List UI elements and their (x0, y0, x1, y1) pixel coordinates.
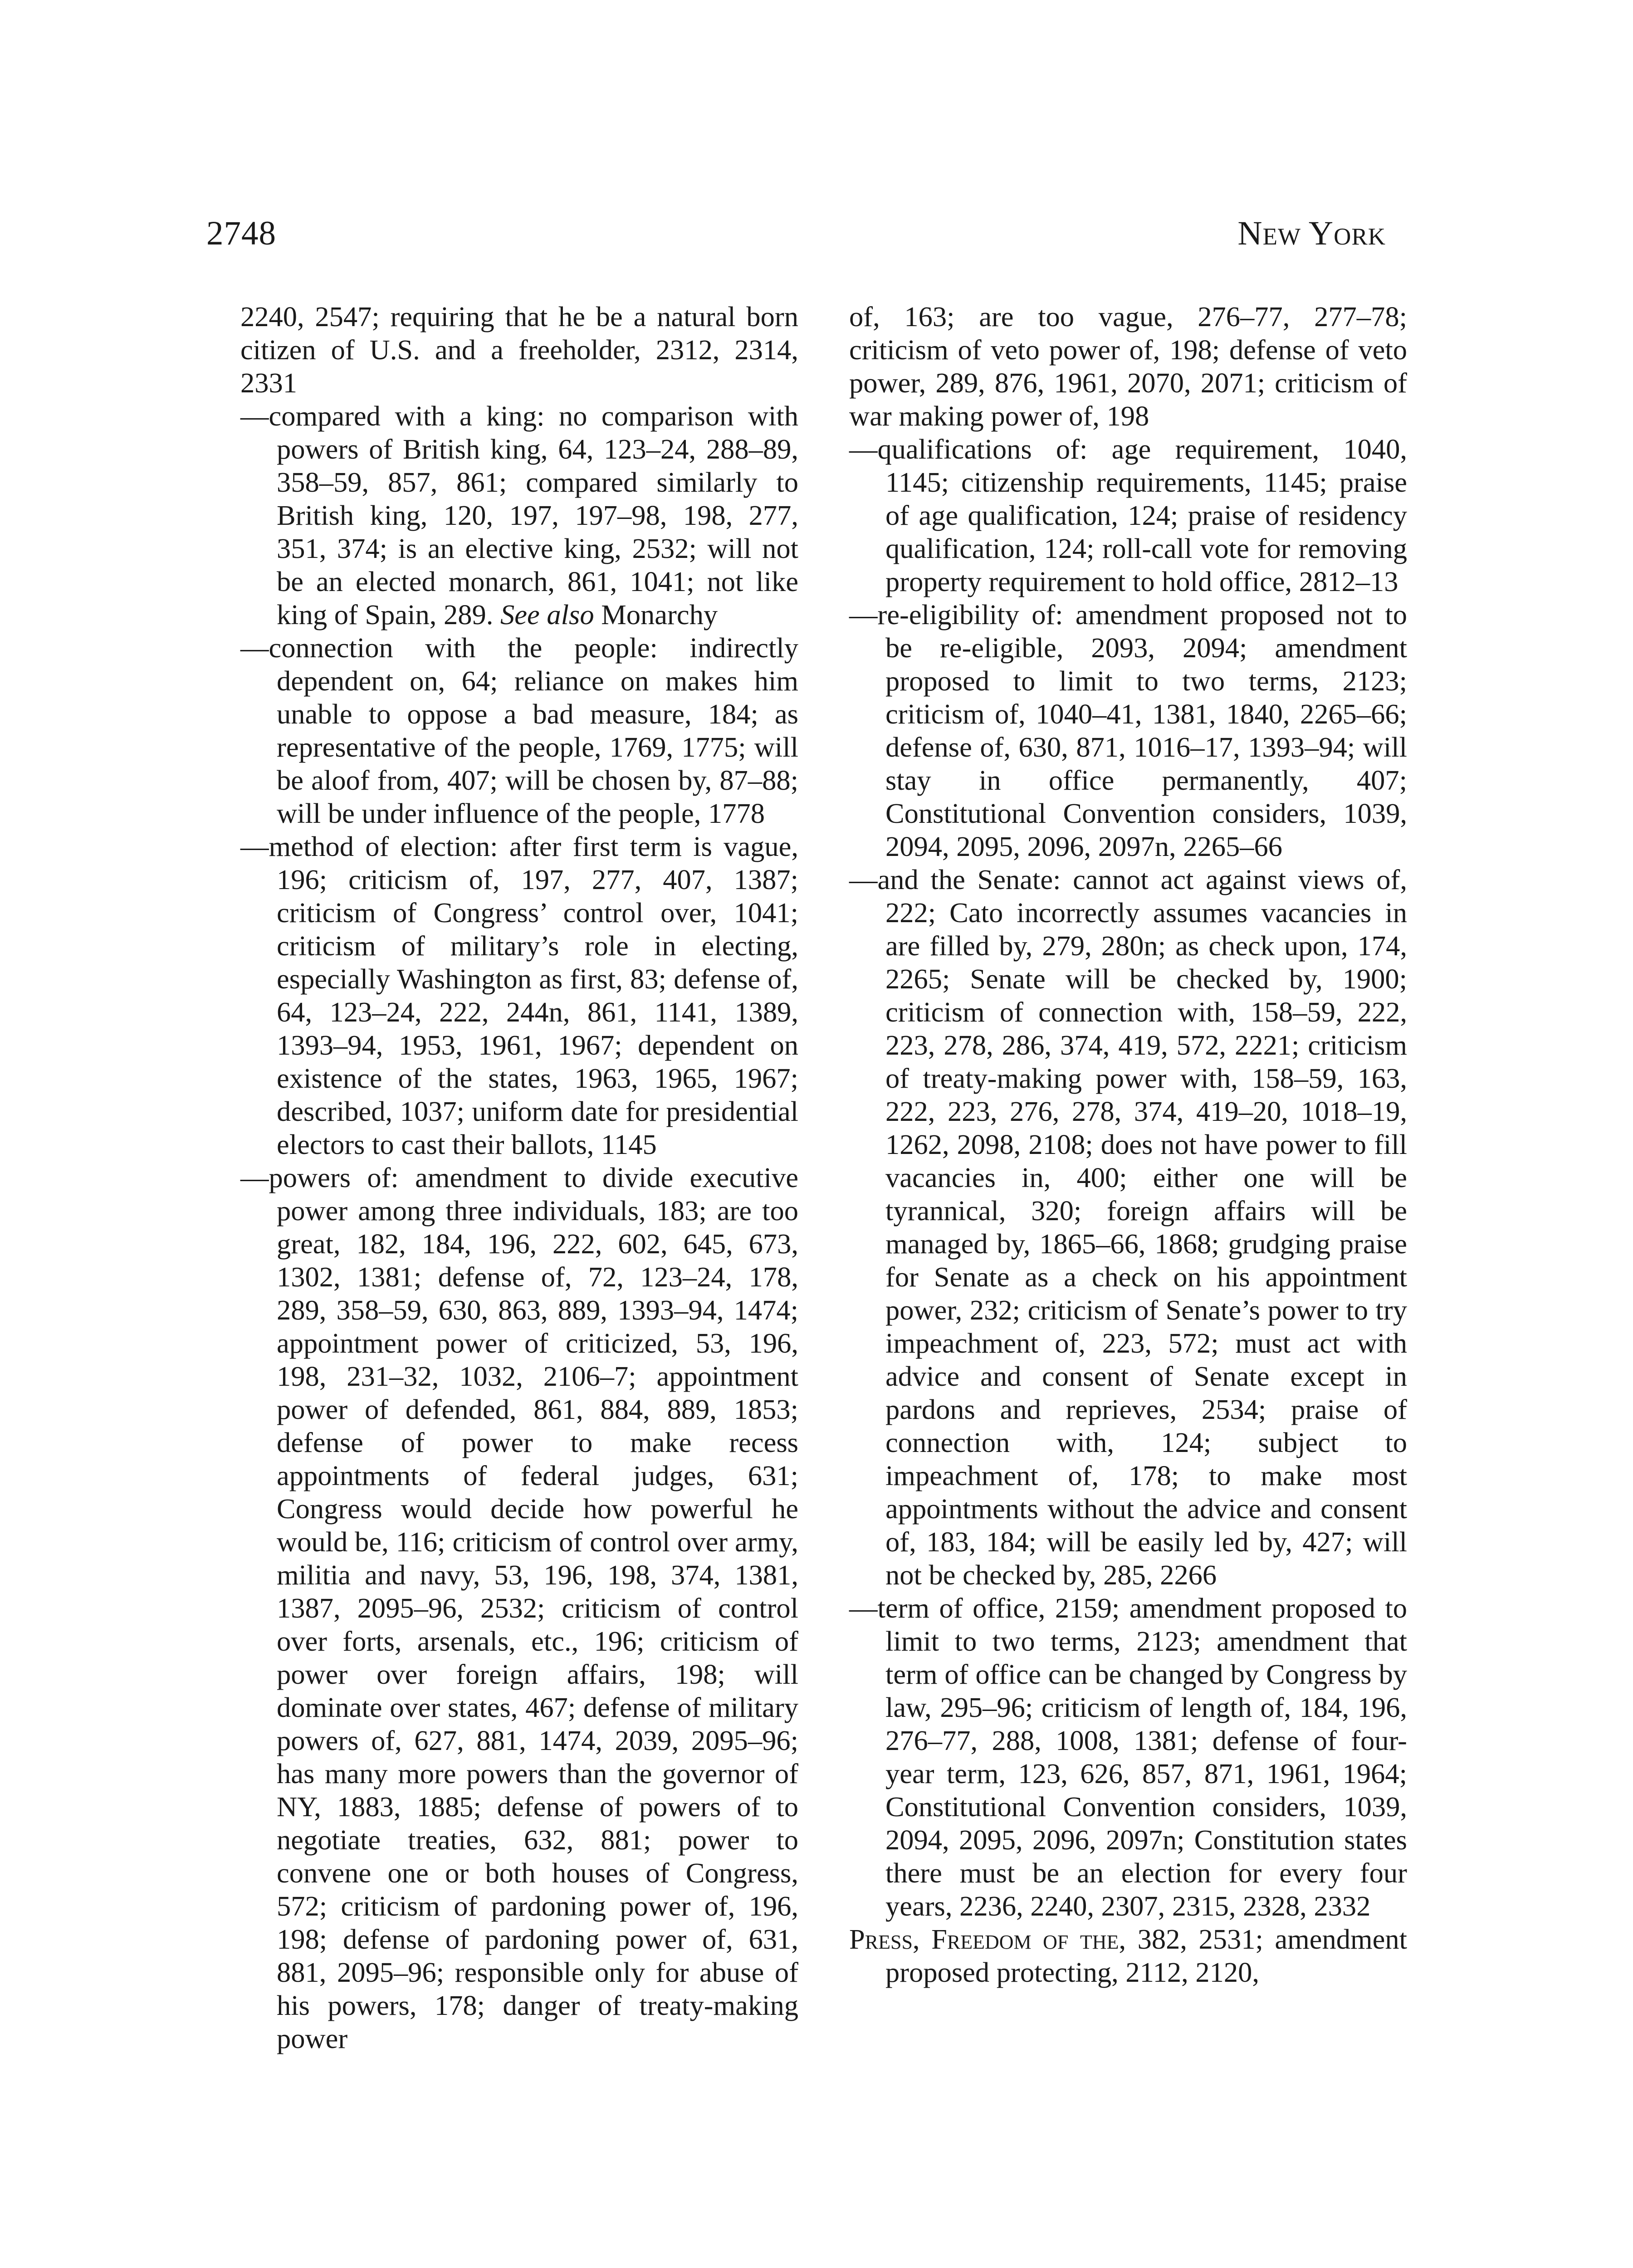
running-head: New York (1237, 215, 1386, 252)
index-entry-method-of-election: —method of election: after first term is vague, 196; criticism of, 197, 277, 407, 1387; criticism of Congress’ control over, 1041; criticism of military’s role in electing, especially Washington as first, 83; defense of, 64, 123–24, 222, 244n, 861, 1141, 1389, 1393–94, 1953, 1961, 1967; dependent on existence of the states, 1963, 1965, 1967; described, 1037; uniform date for presidential electors to cast their ballots, 1145 (240, 831, 798, 1160)
left-column (240, 300, 798, 2055)
entry-heading: Press, Freedom of the, (849, 1923, 1126, 1955)
index-entry-connection-with-people: —connection with the people: indirectly dependent on, 64; reliance on makes him unable to oppose a bad measure, 184; as representative of the people, 1769, 1775; will be aloof from, 407; will be chosen by, 87–88; will be under influence of the people, 1778 (240, 632, 798, 829)
index-entry-re-eligibility: —re-eligibility of: amendment proposed not to be re-eligible, 2093, 2094; amendment proposed to limit to two terms, 2123; criticism of, 1040–41, 1381, 1840, 2265–66; defense of, 630, 871, 1016–17, 1393–94; will stay in office permanently, 407; Constitutional Convention considers, 1039, 2094, 2095, 2096, 2097n, 2265–66 (849, 599, 1407, 862)
see-also-label: See also (500, 599, 594, 631)
index-entry-term-of-office: —term of office, 2159; amendment proposed to limit to two terms, 2123; amendment that term of office can be changed by Congress by law, 295–96; criticism of length of, 184, 196, 276–77, 288, 1008, 1381; defense of four-year term, 123, 626, 857, 871, 1961, 1964; Constitutional Convention considers, 1039, 2094, 2095, 2096, 2097n; Constitution states there must be an election for every four years, 2236, 2240, 2307, 2315, 2328, 2332 (849, 1592, 1407, 1922)
index-entry-powers-of: —powers of: amendment to divide executive power among three individuals, 183; are too great, 182, 184, 196, 222, 602, 645, 673, 1302, 1381; defense of, 72, 123–24, 178, 289, 358–59, 630, 863, 889, 1393–94, 1474; appointment power of criticized, 53, 196, 198, 231–32, 1032, 2106–7; appointment power of defended, 861, 884, 889, 1853; defense of power to make recess appointments of federal judges, 631; Congress would decide how powerful he would be, 116; criticism of control over army, militia and navy, 53, 196, 198, 374, 1381, 1387, 2095–96, 2532; criticism of control over forts, arsenals, etc., 196; criticism of power over foreign affairs, 198; will dominate over states, 467; defense of military powers of, 627, 881, 1474, 2039, 2095–96; has many more powers than the governor of NY, 1883, 1885; defense of powers of to negotiate treaties, 632, 881; power to convene one or both houses of Congress, 572; criticism of pardoning power of, 196, 198; defense of pardoning power of, 631, 881, 2095–96; responsible only for abuse of his powers, 178; danger of treaty-making power (240, 1162, 798, 2054)
cross-reference: Monarchy (601, 599, 718, 631)
index-entry-continuation: 2240, 2547; requiring that he be a natural born citizen of U.S. and a freeholder, 2312, 2314, 2331 (240, 301, 798, 399)
index-entry-and-the-senate: —and the Senate: cannot act against views of, 222; Cato incorrectly assumes vacancies in are filled by, 279, 280n; as check upon, 174, 2265; Senate will be checked by, 1900; criticism of connection with, 158–59, 222, 223, 278, 286, 374, 419, 572, 2221; criticism of treaty-making power with, 158–59, 163, 222, 223, 276, 278, 374, 419–20, 1018–19, 1262, 2098, 2108; does not have power to fill vacancies in, 400; either one will be tyrannical, 320; foreign affairs will be managed by, 1865–66, 1868; grudging praise for Senate as a check on his appointment power, 232; criticism of Senate’s power to try impeachment of, 223, 572; must act with advice and consent of Senate except in pardons and reprieves, 2534; praise of connection with, 124; subject to impeachment of, 178; to make most appointments without the advice and consent of, 183, 184; will be easily led by, 427; will not be checked by, 285, 2266 (849, 864, 1407, 1591)
entry-text: 382, 2531; amendment proposed protecting, 2112, 2120, (885, 1923, 1407, 1988)
index-entry-qualifications: —qualifications of: age requirement, 1040, 1145; citizenship requirements, 1145; praise of age qualification, 124; praise of residency qualification, 124; roll-call vote for removing property requirement to hold office, 2812–13 (849, 433, 1407, 597)
index-entry-compared-with-king (240, 400, 798, 631)
entry-text: —compared with a king: no comparison with powers of British king, 64, 123–24, 288–89, 358–59, 857, 861; compared similarly to British king, 120, 197, 197–98, 198, 277, 351, 374; is an elective king, 2532; will not be an elected monarch, 861, 1041; not like king of Spain, 289. (240, 400, 798, 631)
right-column (849, 300, 1407, 1989)
index-entry-continuation: of, 163; are too vague, 276–77, 277–78; criticism of veto power of, 198; defense of veto power, 289, 876, 1961, 2070, 2071; criticism of war making power of, 198 (849, 301, 1407, 432)
page-number: 2748 (206, 215, 276, 252)
index-entry-press-freedom (849, 1923, 1407, 1989)
